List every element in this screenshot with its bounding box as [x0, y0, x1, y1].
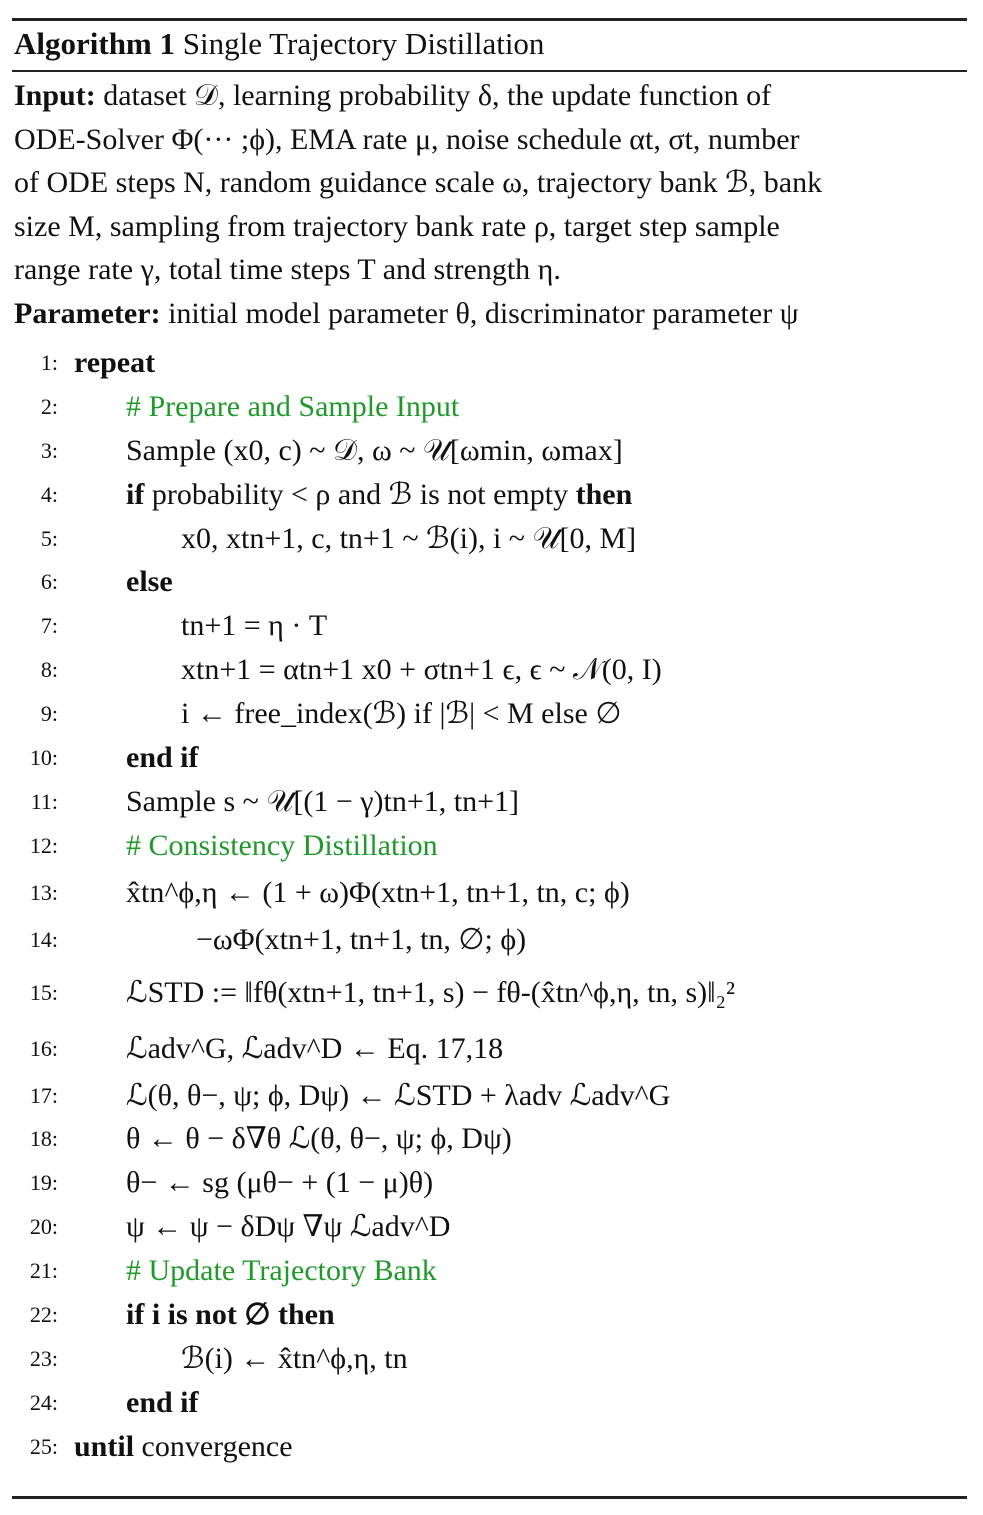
line-number: 15: [29, 979, 58, 1005]
step-line [0, 780, 983, 824]
step-line [0, 736, 983, 780]
step-text: i ← free_index(ℬ) if |ℬ| < M else ∅ [181, 697, 622, 731]
step-line [0, 692, 983, 736]
line-number: 4: [40, 481, 58, 507]
step-line [0, 824, 983, 868]
step-line [0, 1117, 983, 1161]
step-line [0, 648, 983, 692]
parameter-line [14, 292, 969, 336]
algorithm-name: Single Trajectory Distillation [182, 26, 545, 61]
line-number: 12: [29, 832, 58, 858]
step-line [0, 918, 983, 962]
line-number: 7: [40, 613, 58, 639]
step-line [0, 1381, 983, 1425]
step-line [0, 341, 983, 385]
line-number: 1: [40, 350, 58, 375]
line-number: 21: [29, 1258, 58, 1284]
input-line-4: size M, sampling from trajectory bank rate ρ, target step sample [14, 209, 780, 243]
line-number: 2: [40, 393, 58, 419]
comment-text: # Update Trajectory Bank [126, 1254, 437, 1288]
step-line [0, 429, 983, 473]
step-text: tn+1 = η · T [181, 609, 328, 643]
line-number: 23: [29, 1345, 58, 1371]
line-number: 18: [29, 1126, 58, 1152]
parameter-label: Parameter: [14, 296, 161, 330]
comment-text: # Prepare and Sample Input [126, 389, 460, 423]
algorithm-label: Algorithm 1 [14, 26, 176, 61]
step-line [0, 1205, 983, 1249]
input-line-1 [14, 74, 969, 118]
step-line [0, 560, 983, 604]
input-label: Input: [14, 79, 96, 112]
step-text: end if [126, 741, 199, 775]
step-line [0, 962, 983, 1024]
step-text: xtn+1 = αtn+1 x0 + σtn+1 ϵ, ϵ ~ 𝒩(0, I) [181, 653, 662, 687]
step-text: x̂tn^ϕ,η ← (1 + ω)Φ(xtn+1, tn+1, tn, c; ϕ) [126, 875, 630, 909]
step-text: repeat [74, 346, 156, 379]
step-text: ℒ(θ, θ−, ψ; ϕ, Dψ) ← ℒSTD + λadv ℒadv^G [126, 1078, 671, 1112]
parameter-text: initial model parameter θ, discriminator parameter ψ [168, 296, 799, 330]
line-number: 3: [40, 437, 58, 463]
algorithm-title [14, 22, 544, 66]
step-text: x0, xtn+1, c, tn+1 ~ ℬ(i), i ~ 𝒰[0, M] [181, 521, 637, 555]
line-number: 5: [40, 525, 58, 551]
step-line [0, 1425, 983, 1469]
step-line [0, 868, 983, 918]
line-number: 22: [29, 1302, 58, 1328]
line-number: 10: [29, 745, 58, 771]
step-text: θ− ← sg (μθ− + (1 − μ)θ) [126, 1166, 434, 1200]
line-number: 19: [29, 1170, 58, 1196]
step-text: ℒadv^G, ℒadv^D ← Eq. 17,18 [126, 1031, 504, 1065]
line-number: 8: [40, 657, 58, 683]
step-line [0, 385, 983, 429]
step-text: ℬ(i) ← x̂tn^ϕ,η, tn [181, 1341, 408, 1375]
algorithm-steps [0, 341, 983, 1469]
title-rule [12, 70, 967, 72]
step-text: Sample s ~ 𝒰[(1 − γ)tn+1, tn+1] [126, 784, 520, 818]
input-text-1: dataset 𝒟, learning probability δ, the update function of [103, 79, 772, 112]
step-text: else [126, 565, 173, 599]
line-number: 20: [29, 1214, 58, 1240]
step-line [0, 517, 983, 561]
line-number: 17: [29, 1082, 58, 1108]
input-line-2: ODE-Solver Φ(··· ;ϕ), EMA rate μ, noise schedule αt, σt, number [14, 122, 800, 156]
algorithm-header [14, 74, 969, 335]
top-rule [12, 18, 967, 21]
line-number: 14: [29, 926, 58, 952]
step-text: if probability < ρ and ℬ is not empty then [126, 477, 633, 511]
step-text: −ωΦ(xtn+1, tn+1, tn, ∅; ϕ) [196, 922, 527, 956]
line-number: 6: [40, 569, 58, 595]
step-text: ℒSTD := ‖fθ(xtn+1, tn+1, s) − fθ-(x̂tn^ϕ,η, tn, s)‖₂² [126, 975, 736, 1009]
step-text: if i is not ∅ then [126, 1298, 335, 1332]
step-line [0, 1249, 983, 1293]
step-text: end if [126, 1385, 199, 1419]
input-line-3: of ODE steps N, random guidance scale ω, trajectory bank ℬ, bank [14, 166, 823, 199]
line-number: 9: [40, 701, 58, 727]
step-line [0, 1337, 983, 1381]
step-line [0, 604, 983, 648]
step-line [0, 1074, 983, 1118]
line-number: 25: [29, 1433, 58, 1459]
line-number: 11: [30, 788, 58, 814]
step-line [0, 1293, 983, 1337]
line-number: 16: [29, 1035, 58, 1061]
step-text: ψ ← ψ − δDψ ∇ψ ℒadv^D [126, 1210, 451, 1244]
step-line [0, 473, 983, 517]
step-text: θ ← θ − δ∇θ ℒ(θ, θ−, ψ; ϕ, Dψ) [126, 1122, 512, 1156]
bottom-rule [12, 1496, 967, 1499]
step-line [0, 1024, 983, 1074]
comment-text: # Consistency Distillation [126, 828, 438, 862]
step-line [0, 1161, 983, 1205]
step-text: until convergence [74, 1429, 293, 1463]
step-text: Sample (x0, c) ~ 𝒟, ω ~ 𝒰[ωmin, ωmax] [126, 433, 623, 467]
input-line-5: range rate γ, total time steps T and strength η. [14, 253, 561, 286]
line-number: 13: [29, 879, 58, 905]
line-number: 24: [29, 1389, 58, 1415]
